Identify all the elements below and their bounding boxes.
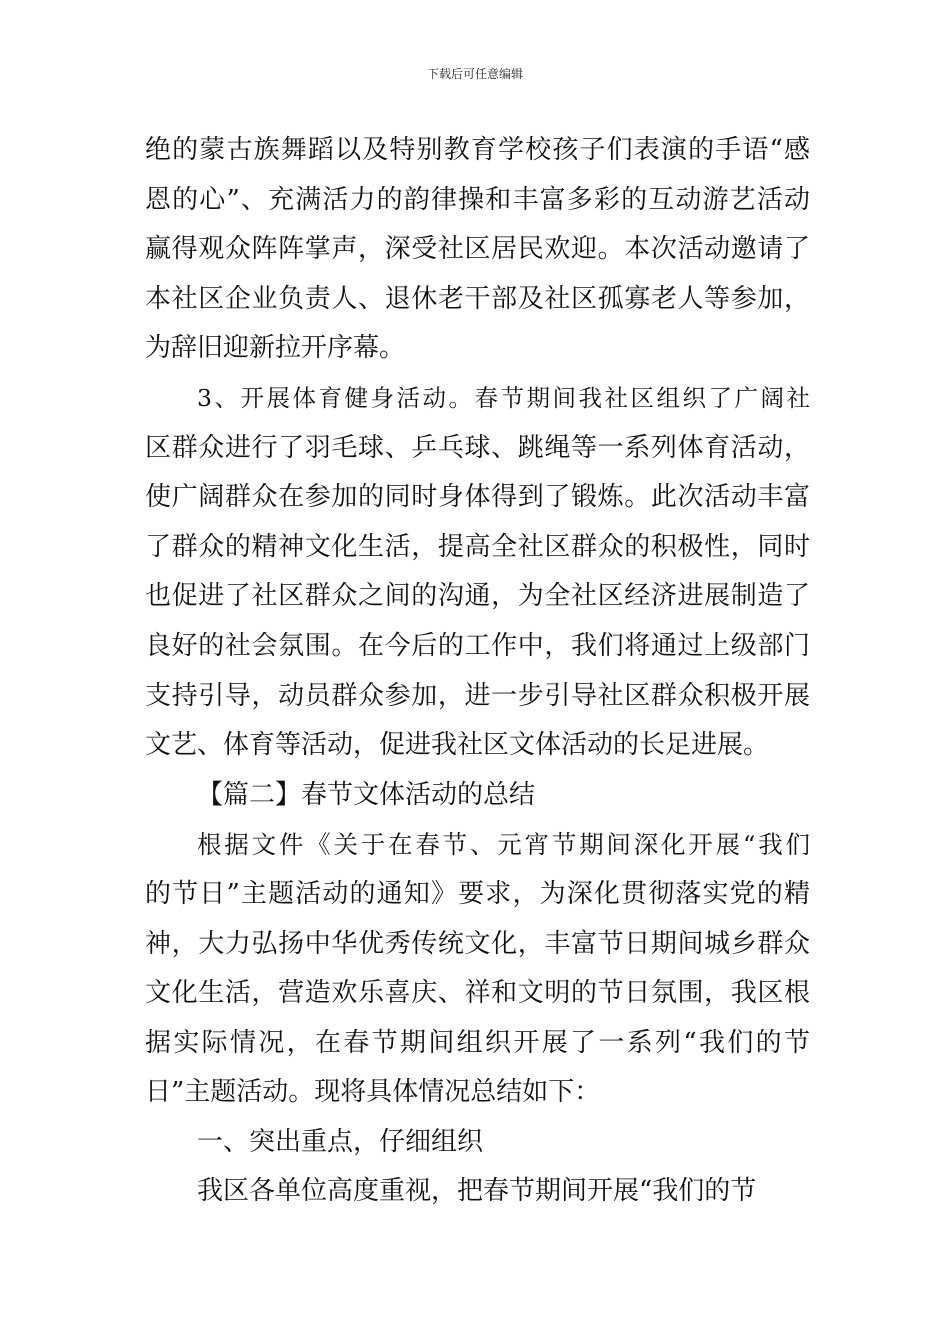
text-line: 区群众进行了羽毛球、乒乓球、跳绳等一系列体育活动，	[145, 432, 810, 463]
paragraph	[145, 1167, 810, 1217]
text-line: 文艺、体育等活动，促进我社区文体活动的长足进展。	[145, 730, 770, 761]
text-line: 据实际情况，在春节期间组织开展了一系列“我们的节	[145, 1027, 810, 1058]
text-line: 支持引导，动员群众参加，进一步引导社区群众积极开展	[145, 680, 810, 711]
text-line: 的节日”主题活动的通知》要求，为深化贯彻落实党的精	[145, 878, 810, 909]
document-body	[145, 126, 810, 1217]
text-line: 3、开展体育健身活动。春节期间我社区组织了广阔社	[197, 383, 810, 412]
text-line: 一、突出重点，仔细组织	[197, 1126, 484, 1157]
text-line: 我区各单位高度重视，把春节期间开展“我们的节	[197, 1176, 757, 1207]
text-line: 本社区企业负责人、退休老干部及社区孤寡老人等参加，	[145, 283, 810, 314]
paragraph	[145, 1118, 810, 1168]
text-line: 文化生活，营造欢乐喜庆、祥和文明的节日氛围，我区根	[145, 978, 810, 1009]
text-line: 赢得观众阵阵掌声，深受社区居民欢迎。本次活动邀请了	[145, 234, 810, 265]
text-line: 神，大力弘扬中华优秀传统文化，丰富节日期间城乡群众	[145, 928, 810, 959]
paragraph	[145, 126, 810, 374]
text-line: 使广阔群众在参加的同时身体得到了锻炼。此次活动丰富	[145, 482, 810, 513]
text-line: 也促进了社区群众之间的沟通，为全社区经济进展制造了	[145, 581, 810, 612]
page-header: 下载后可任意编辑	[426, 67, 523, 81]
text-line: 日”主题活动。现将具体情况总结如下：	[145, 1077, 601, 1108]
text-line: 【篇二】春节文体活动的总结	[197, 779, 536, 810]
text-line: 恩的心”、充满活力的韵律操和丰富多彩的互动游艺活动	[145, 184, 810, 215]
text-line: 良好的社会氛围。在今后的工作中，我们将通过上级部门	[145, 630, 810, 661]
paragraph	[145, 374, 810, 771]
text-line: 为辞旧迎新拉开序幕。	[145, 333, 406, 364]
text-line: 绝的蒙古族舞蹈以及特别教育学校孩子们表演的手语“感	[145, 135, 810, 165]
text-line: 了群众的精神文化生活，提高全社区群众的积极性，同时	[145, 531, 810, 562]
text-line: 根据文件《关于在春节、元宵节期间深化开展“我们	[197, 830, 810, 860]
paragraph	[145, 771, 810, 821]
paragraph	[145, 820, 810, 1118]
